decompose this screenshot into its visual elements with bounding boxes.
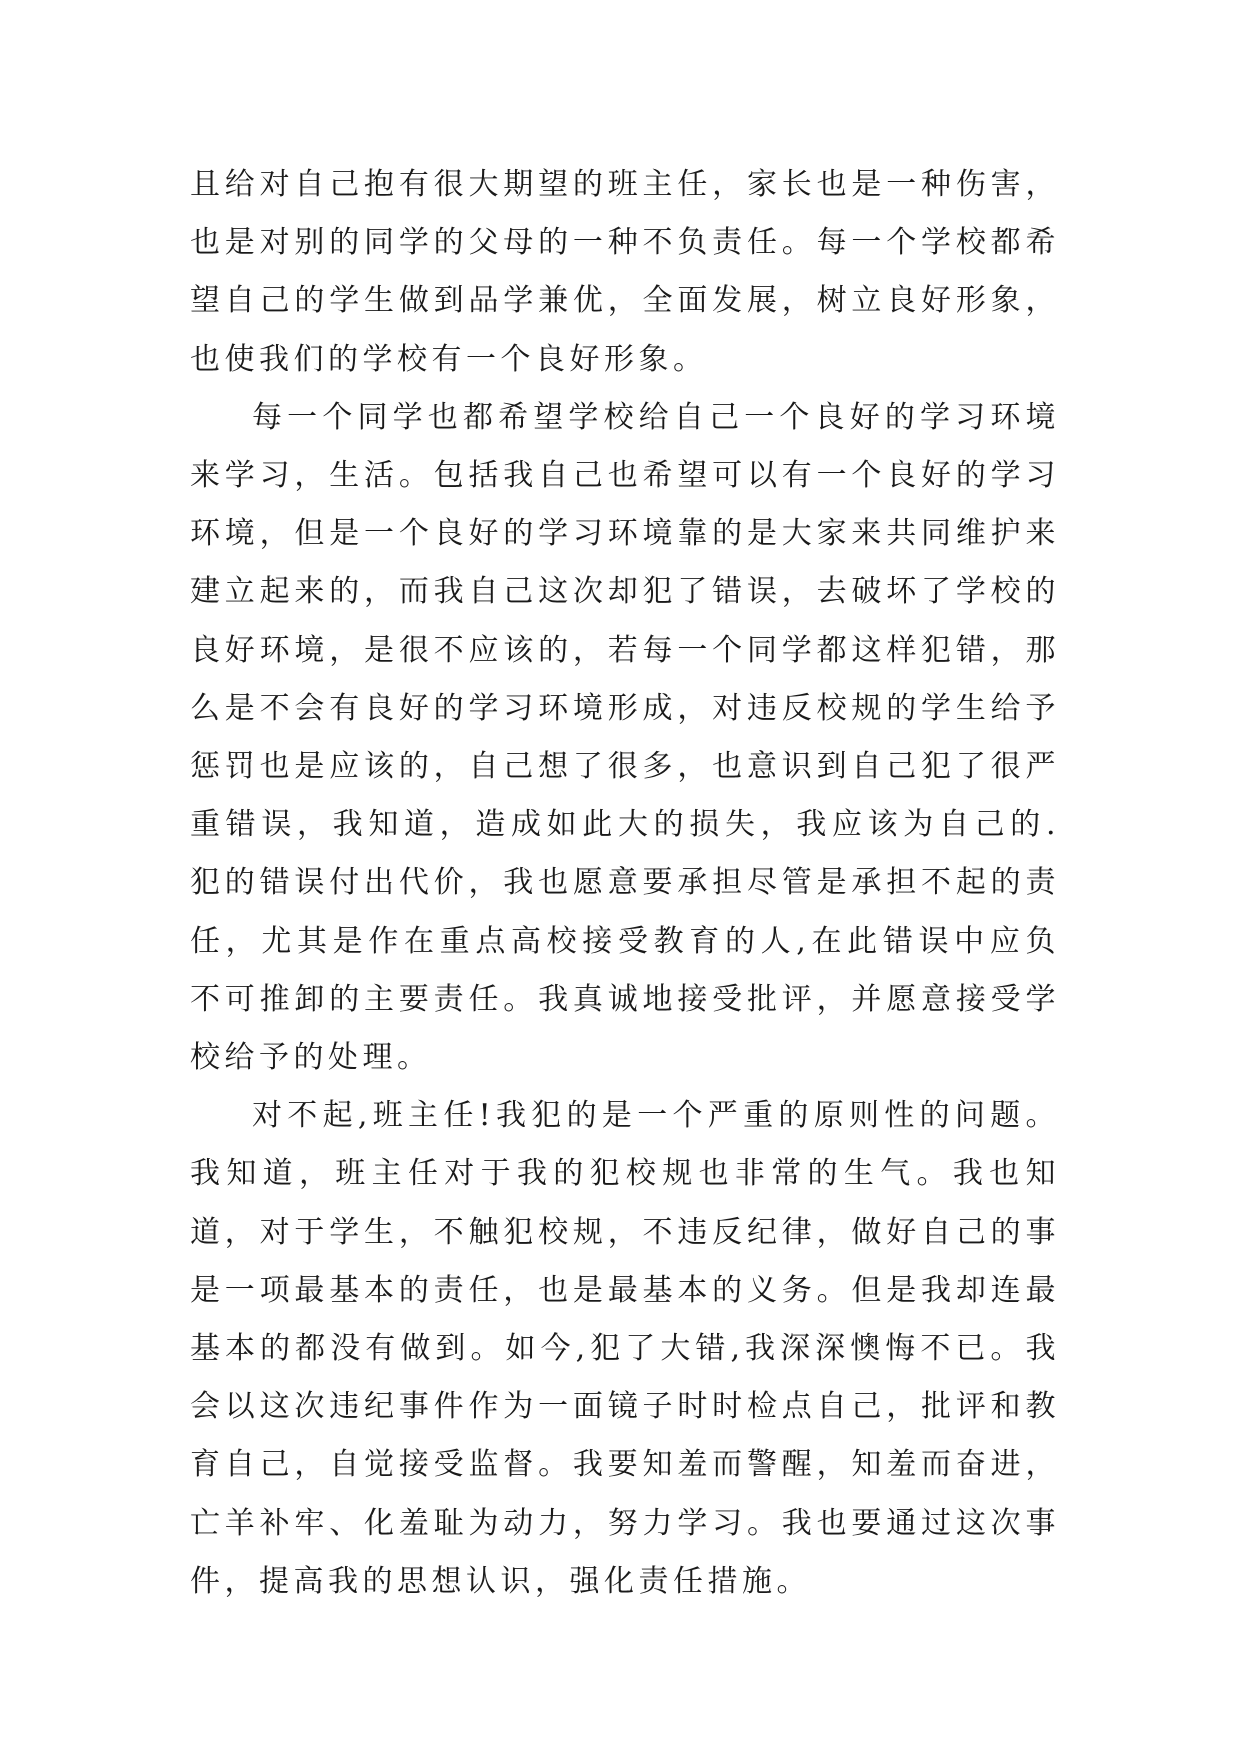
- paragraph-3: 对不起,班主任!我犯的是一个严重的原则性的问题。我知道，班主任对于我的犯校规也非常的生气。我也知道，对于学生，不触犯校规，不违反纪律，做好自己的事是一项最基本的责任，也是最基本的义务。但是我却连最基本的都没有做到。如今,犯了大错,我深深懊悔不已。我会以这次违纪事件作为一面镜子时时检点自己，批评和教育自己，自觉接受监督。我要知羞而警醒，知羞而奋进，亡羊补牢、化羞耻为动力，努力学习。我也要通过这次事件，提高我的思想认识，强化责任措施。: [190, 1098, 1060, 1599]
- document-body: [190, 156, 1060, 1611]
- paragraph-2: 每一个同学也都希望学校给自己一个良好的学习环境来学习，生活。包括我自己也希望可以有一个良好的学习环境，但是一个良好的学习环境靠的是大家来共同维护来建立起来的，而我自己这次却犯了错误，去破坏了学校的良好环境，是很不应该的，若每一个同学都这样犯错，那么是不会有良好的学习环境形成，对违反校规的学生给予惩罚也是应该的，自己想了很多，也意识到自己犯了很严重错误，我知道，造成如此大的损失，我应该为自己的.犯的错误付出代价，我也愿意要承担尽管是承担不起的责任，尤其是作在重点高校接受教育的人,在此错误中应负不可推卸的主要责任。我真诚地接受批评，并愿意接受学校给予的处理。: [190, 399, 1060, 1076]
- paragraph-1: 且给对自己抱有很大期望的班主任，家长也是一种伤害，也是对别的同学的父母的一种不负责任。每一个学校都希望自己的学生做到品学兼优，全面发展，树立良好形象，也使我们的学校有一个良好形象。: [190, 167, 1060, 377]
